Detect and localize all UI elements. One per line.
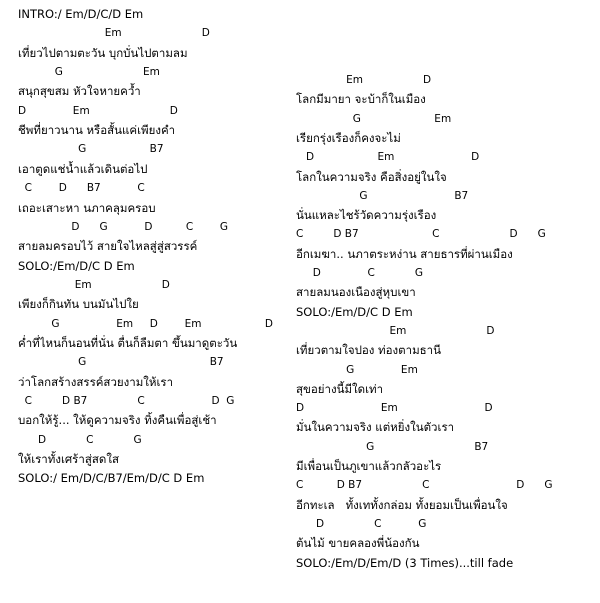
chord-line: C D B7 C D G	[296, 479, 553, 492]
chord-line: D C G	[296, 517, 427, 530]
chord-line: D Em D	[296, 402, 493, 415]
section-label: SOLO:/Em/D/Em/D (3 Times)...till fade	[296, 555, 514, 570]
lyric-line: มีเพื่อนเป็นภูเขาแล้วกลัวอะไร	[296, 459, 442, 473]
chord-line: G B7	[18, 143, 164, 156]
chord-line: D C G	[18, 433, 142, 446]
lyric-line: ว่าโลกสร้างสรรค์สวยงามให้เรา	[18, 374, 174, 389]
chord-line: Em D	[296, 324, 495, 337]
chord-line: G Em	[296, 363, 418, 376]
chord-line: G Em	[18, 66, 160, 79]
section-label: SOLO:/ Em/D/C/B7/Em/D/C D Em	[18, 471, 205, 486]
lyric-line: เถอะเสาะหา นภาคลุมครอบ	[18, 200, 156, 215]
chord-line: G B7	[296, 440, 489, 453]
lyric-line: อีกทะเล ทั้งเททั้งกล่อม ทั้งยอมเป็นเพื่อนใจ	[296, 497, 508, 512]
lyric-line: โลกมีมายา จะบ้าก็ในเมือง	[296, 92, 426, 107]
lyric-line: สนุกสุขสม หัวใจหายคว้ำ	[18, 84, 141, 99]
chord-line: C D B7 C	[18, 182, 145, 195]
lyric-line: อีกเมฆา.. นภาตระหง่าน สายธารที่ผ่านเมือง	[296, 246, 513, 261]
section-label: INTRO:/ Em/D/C/D Em	[18, 7, 144, 21]
chord-line: D Em D	[296, 151, 480, 164]
lyric-line: สายลมครอบไว้ สายใจไหลสู่สู่สวรรค์	[18, 239, 198, 254]
lyric-line: บอกให้รู้... ให้ดูความจริง ทิ้งคืนเพื่อสู่เช้า	[18, 413, 217, 428]
lyric-line: มั่นในความจริง แต่หยิ่งในตัวเรา	[296, 420, 455, 435]
lyric-line: เอาตูดแช่น้ำแล้วเดินต่อไป	[18, 161, 148, 176]
lyric-line: เที่ยวตามใจปอง ท่องตามธานี	[296, 343, 441, 358]
section-label: SOLO:/Em/D/C D Em	[18, 258, 135, 273]
lyric-line: สุขอย่างนี้มีใดเท่า	[296, 381, 384, 396]
lyric-line: ค่ำที่ไหนก็นอนที่นั่น ตื่นก็ลืมตา ขึ้นมาดูตะวัน	[18, 335, 238, 350]
chord-line: G Em	[296, 112, 452, 125]
lyric-line: นั่นแหละไชร้วัดความรุ่งเรือง	[296, 208, 437, 223]
chord-line: G B7	[18, 356, 224, 369]
chord-line: D G D C G	[18, 220, 228, 233]
chord-line: Em D	[296, 74, 432, 86]
chord-line: G Em D Em D	[18, 317, 273, 330]
lyric-line: เที่ยวไปตามตะวัน บุกบั่นไปตามลม	[18, 45, 188, 60]
chord-line: Em D	[18, 278, 170, 291]
lyric-line: สายลมนองเนืองสู่หุบเขา	[296, 285, 416, 300]
chord-line: G B7	[296, 189, 469, 202]
lyric-line: ต้นไม้ ขายคลองพี่น้องกัน	[296, 536, 420, 551]
lyric-line: เรียกรุ่งเรืองก็คงจะไม่	[296, 130, 401, 145]
chord-line: D C G	[296, 267, 424, 279]
lyric-line: โลกในความจริง คือสิ่งอยู่ในใจ	[296, 169, 447, 184]
chord-line: C D B7 C D G	[296, 228, 546, 241]
chord-line: C D B7 C D G	[18, 395, 235, 407]
section-label: SOLO:/Em/D/C D Em	[296, 304, 413, 319]
chord-line: Em D	[18, 27, 210, 40]
lyric-line: ชีพที่ยาวนาน หรือสั้นแค่เพียงคำ	[18, 123, 176, 138]
lyric-line: เพียงก็กินทัน บนมันไปใย	[18, 297, 139, 312]
lyric-line: ให้เราทั้งเศร้าสู่สดใส	[18, 452, 119, 467]
chord-line: D Em D	[18, 104, 178, 117]
